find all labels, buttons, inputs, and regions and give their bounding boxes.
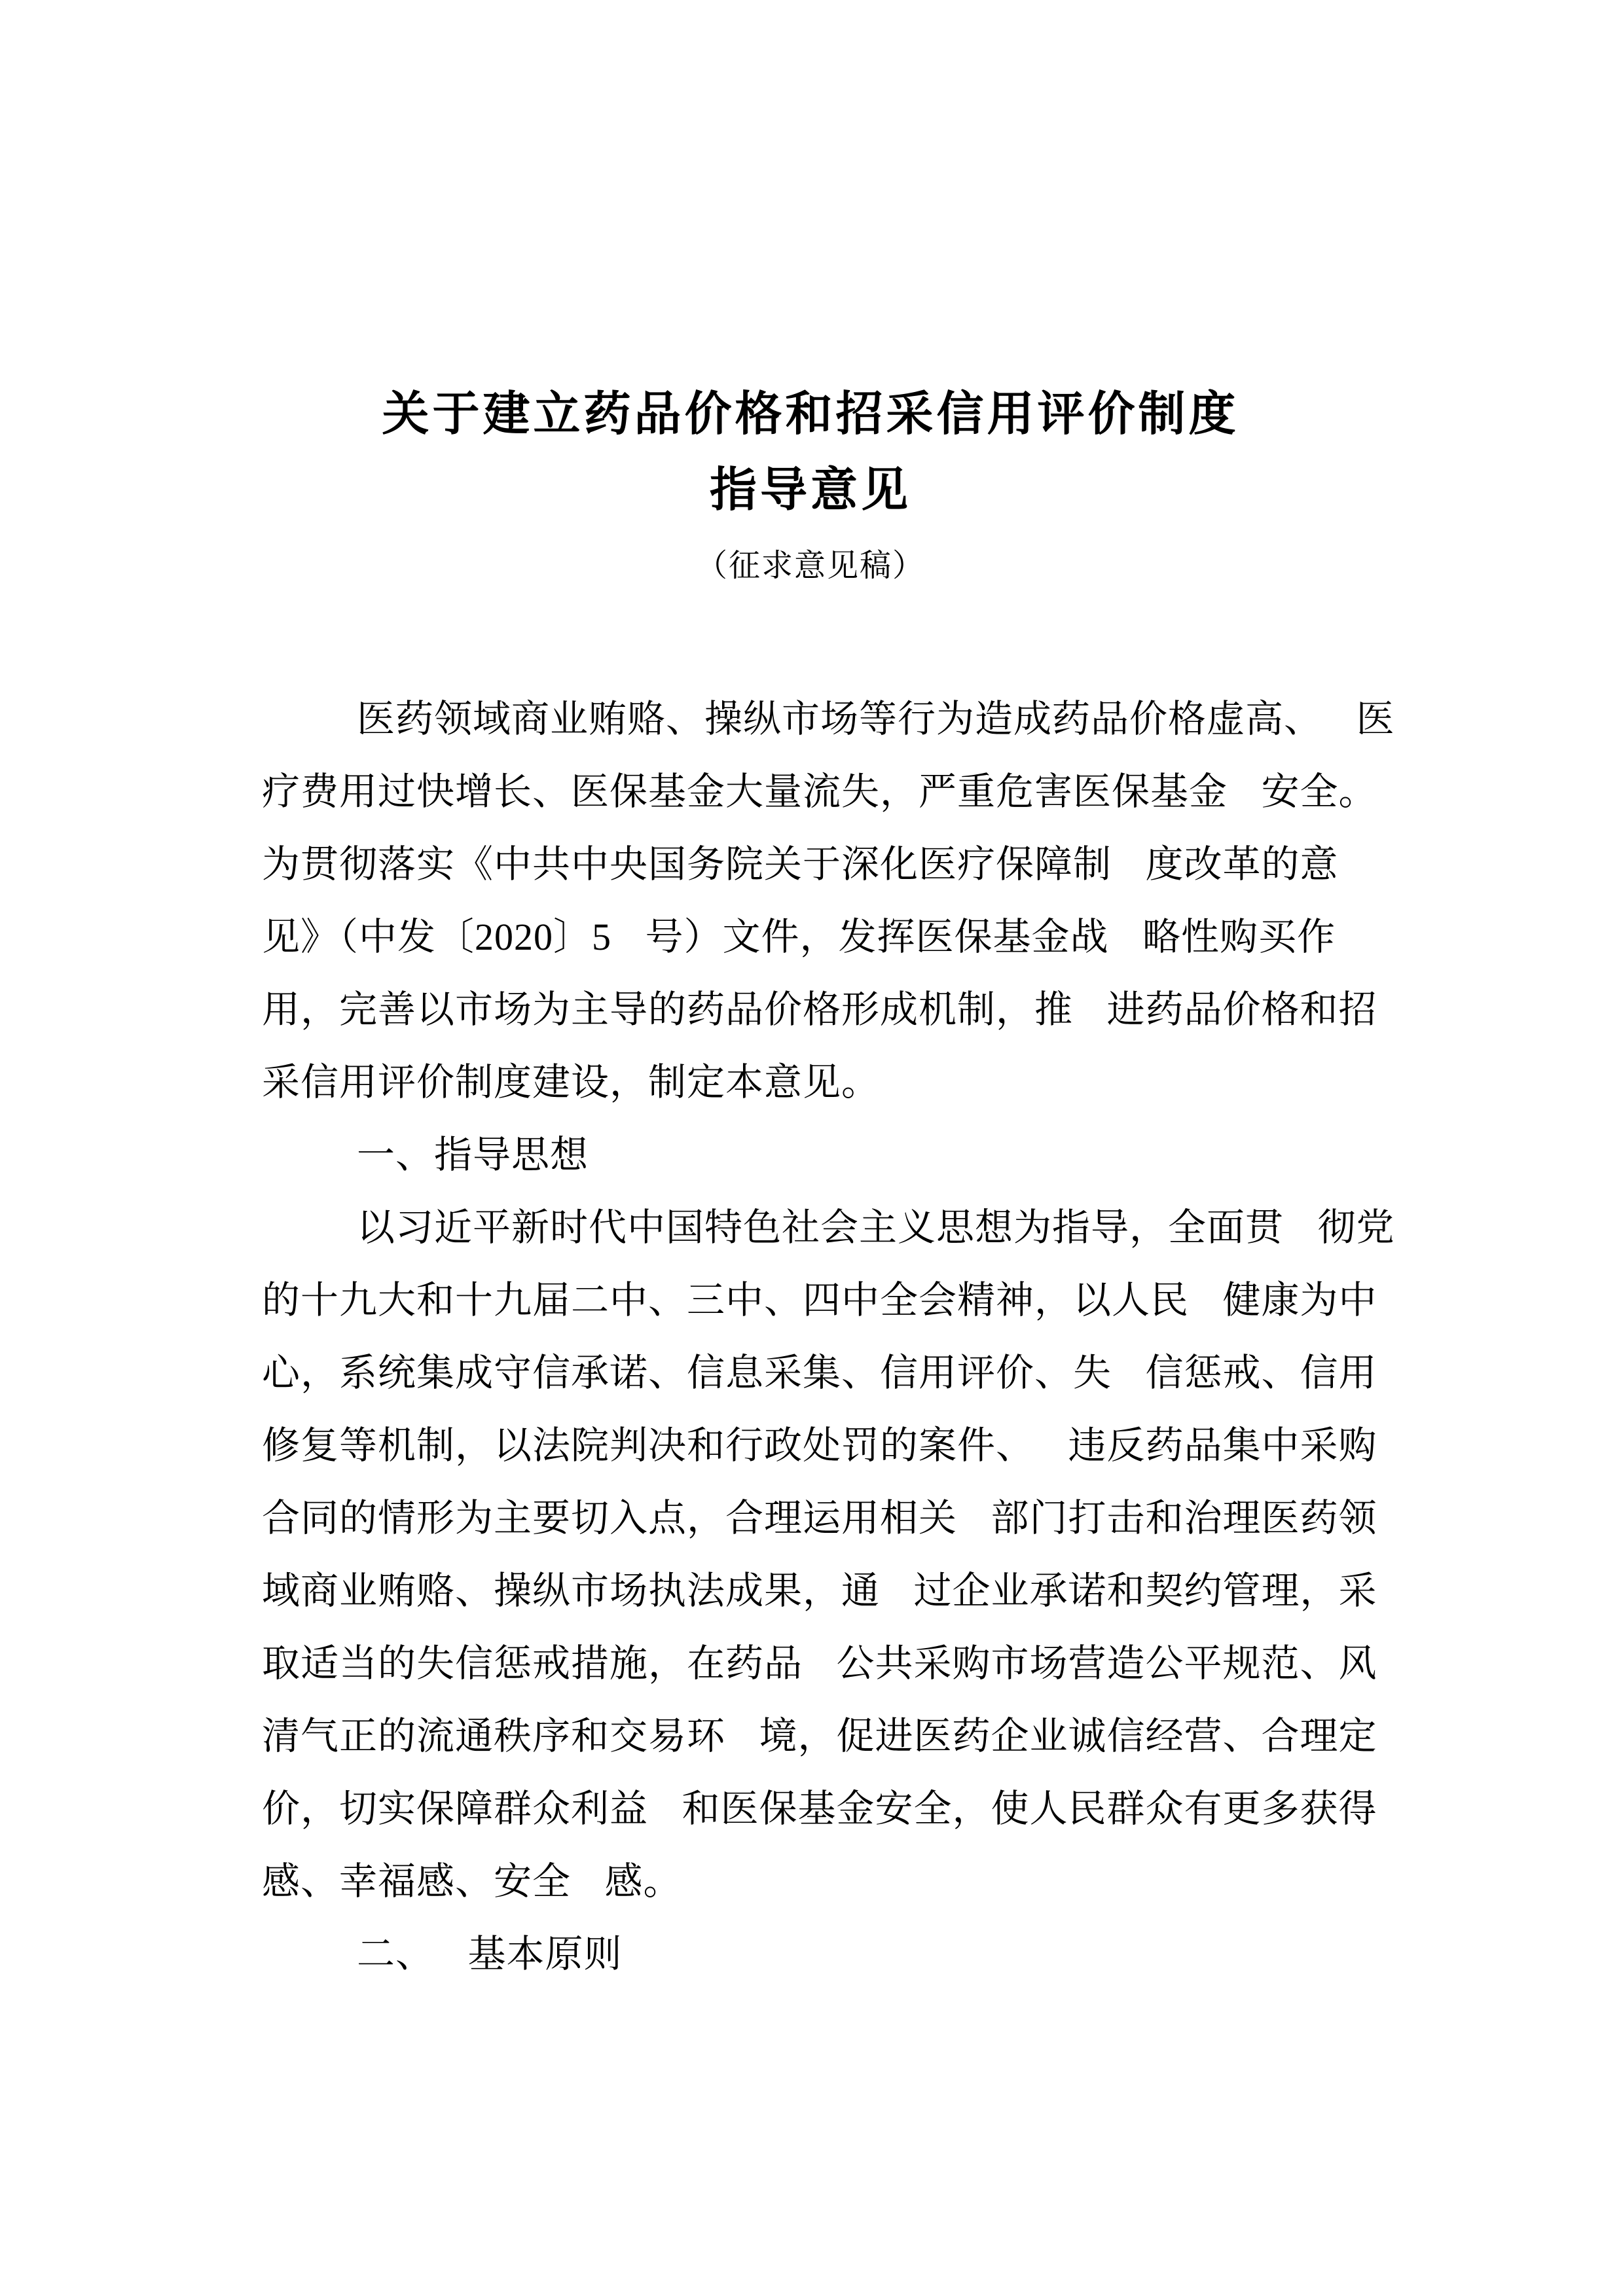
body-line: 取适当的失信惩戒措施，在药品 公共采购市场营造公平规范、风 (262, 1642, 1377, 1685)
body-line: 清气正的流通秩序和交易环 境，促进医药企业诚信经营、合理定 (262, 1715, 1377, 1757)
body-line: 修复等机制，以法院判决和行政处罚的案件、 违反药品集中采购 (262, 1424, 1377, 1467)
body-line: 用，完善以市场为主导的药品价格形成机制，推 进药品价格和招 (262, 988, 1377, 1031)
section-heading-basic-principles: 二、 基本原则 (357, 1933, 623, 1975)
document-body (262, 683, 1395, 1990)
body-line: 的十九大和十九届二中、三中、四中全会精神，以人民 健康为中 (262, 1279, 1377, 1321)
document-title-line1: 关于建立药品价格和招采信用评价制度 (382, 388, 1239, 440)
body-line: 为贯彻落实《中共中央国务院关于深化医疗保障制 度改革的意 (262, 843, 1339, 886)
body-line: 见》（中发〔2020〕5 号）文件，发挥医保基金战 略性购买作 (262, 916, 1336, 958)
document-title-line2: 指导意见 (709, 464, 911, 516)
body-line: 域商业贿赂、操纵市场执法成果，通 过企业承诺和契约管理，采 (262, 1570, 1377, 1612)
document-subtitle: （征求意见稿） (695, 548, 925, 583)
body-line: 医药领域商业贿赂、操纵市场等行为造成药品价格虚高、 医 (357, 698, 1395, 740)
body-line: 价，切实保障群众利益 和医保基金安全，使人民群众有更多获得 (262, 1787, 1377, 1830)
body-line: 心，系统集成守信承诺、信息采集、信用评价、失 信惩戒、信用 (262, 1352, 1377, 1394)
section-heading-guiding-ideology: 一、指导思想 (357, 1134, 589, 1176)
body-line: 以习近平新时代中国特色社会主义思想为指导，全面贯 彻党 (357, 1206, 1395, 1249)
body-line: 疗费用过快增长、医保基金大量流失，严重危害医保基金 安全。 (262, 770, 1377, 813)
body-line: 合同的情形为主要切入点，合理运用相关 部门打击和治理医药领 (262, 1497, 1377, 1539)
body-line: 感、幸福感、安全 感。 (262, 1860, 682, 1903)
body-line: 采信用评价制度建设，制定本意见。 (262, 1061, 881, 1103)
